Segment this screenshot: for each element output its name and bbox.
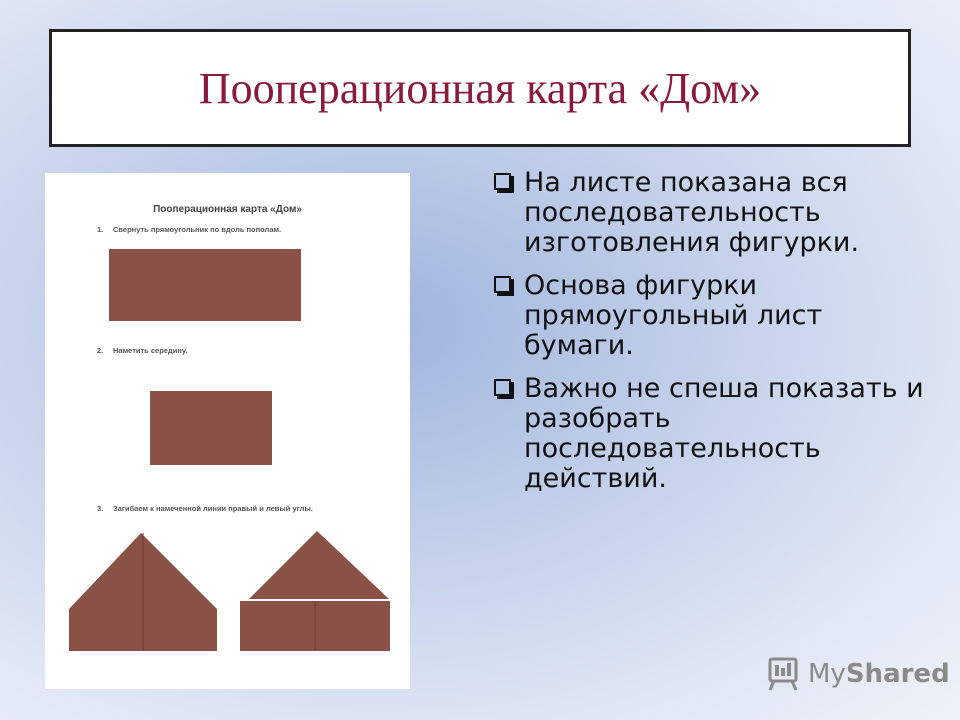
checkbox-bullet-icon — [494, 173, 511, 190]
title-box — [49, 29, 911, 147]
step-3 — [97, 504, 313, 513]
checkbox-bullet-icon — [494, 379, 511, 396]
step-number: 2. — [97, 346, 104, 355]
paper-rectangle-short — [150, 391, 272, 465]
bullet-item — [492, 271, 932, 361]
projector-board-icon — [766, 657, 802, 691]
step-text: Загибаем к намеченной линии правый и левый углы. — [113, 504, 313, 513]
step-1 — [97, 225, 281, 234]
bullet-item — [492, 374, 932, 494]
bullet-text: На листе показана вся последовательность изготовления фигурки. — [524, 167, 860, 258]
watermark-text-shared: Shared — [845, 659, 950, 689]
watermark-text-my: My — [808, 659, 846, 689]
bullet-text: Основа фигурки прямоугольный лист бумаги. — [524, 270, 823, 361]
step-number: 1. — [97, 225, 104, 234]
myshared-watermark — [766, 654, 950, 694]
bullet-list — [492, 168, 932, 507]
slide-title: Пооперационная карта «Дом» — [198, 63, 762, 113]
step-2 — [97, 346, 187, 355]
step-text: Свернуть прямоугольник по вдоль пополам. — [113, 225, 282, 234]
step-number: 3. — [97, 504, 104, 513]
sheet-title: Пооперационная карта «Дом» — [153, 204, 302, 215]
step-text: Наметить середину. — [113, 346, 188, 355]
bullet-text: Важно не спеша показать и разобрать последовательность действий. — [524, 373, 924, 494]
paper-rectangle-long — [109, 249, 301, 321]
house-figure-right — [237, 529, 395, 653]
house-figure-left — [65, 531, 220, 653]
bullet-item — [492, 168, 932, 258]
checkbox-bullet-icon — [494, 276, 511, 293]
instruction-sheet-image — [45, 173, 410, 689]
